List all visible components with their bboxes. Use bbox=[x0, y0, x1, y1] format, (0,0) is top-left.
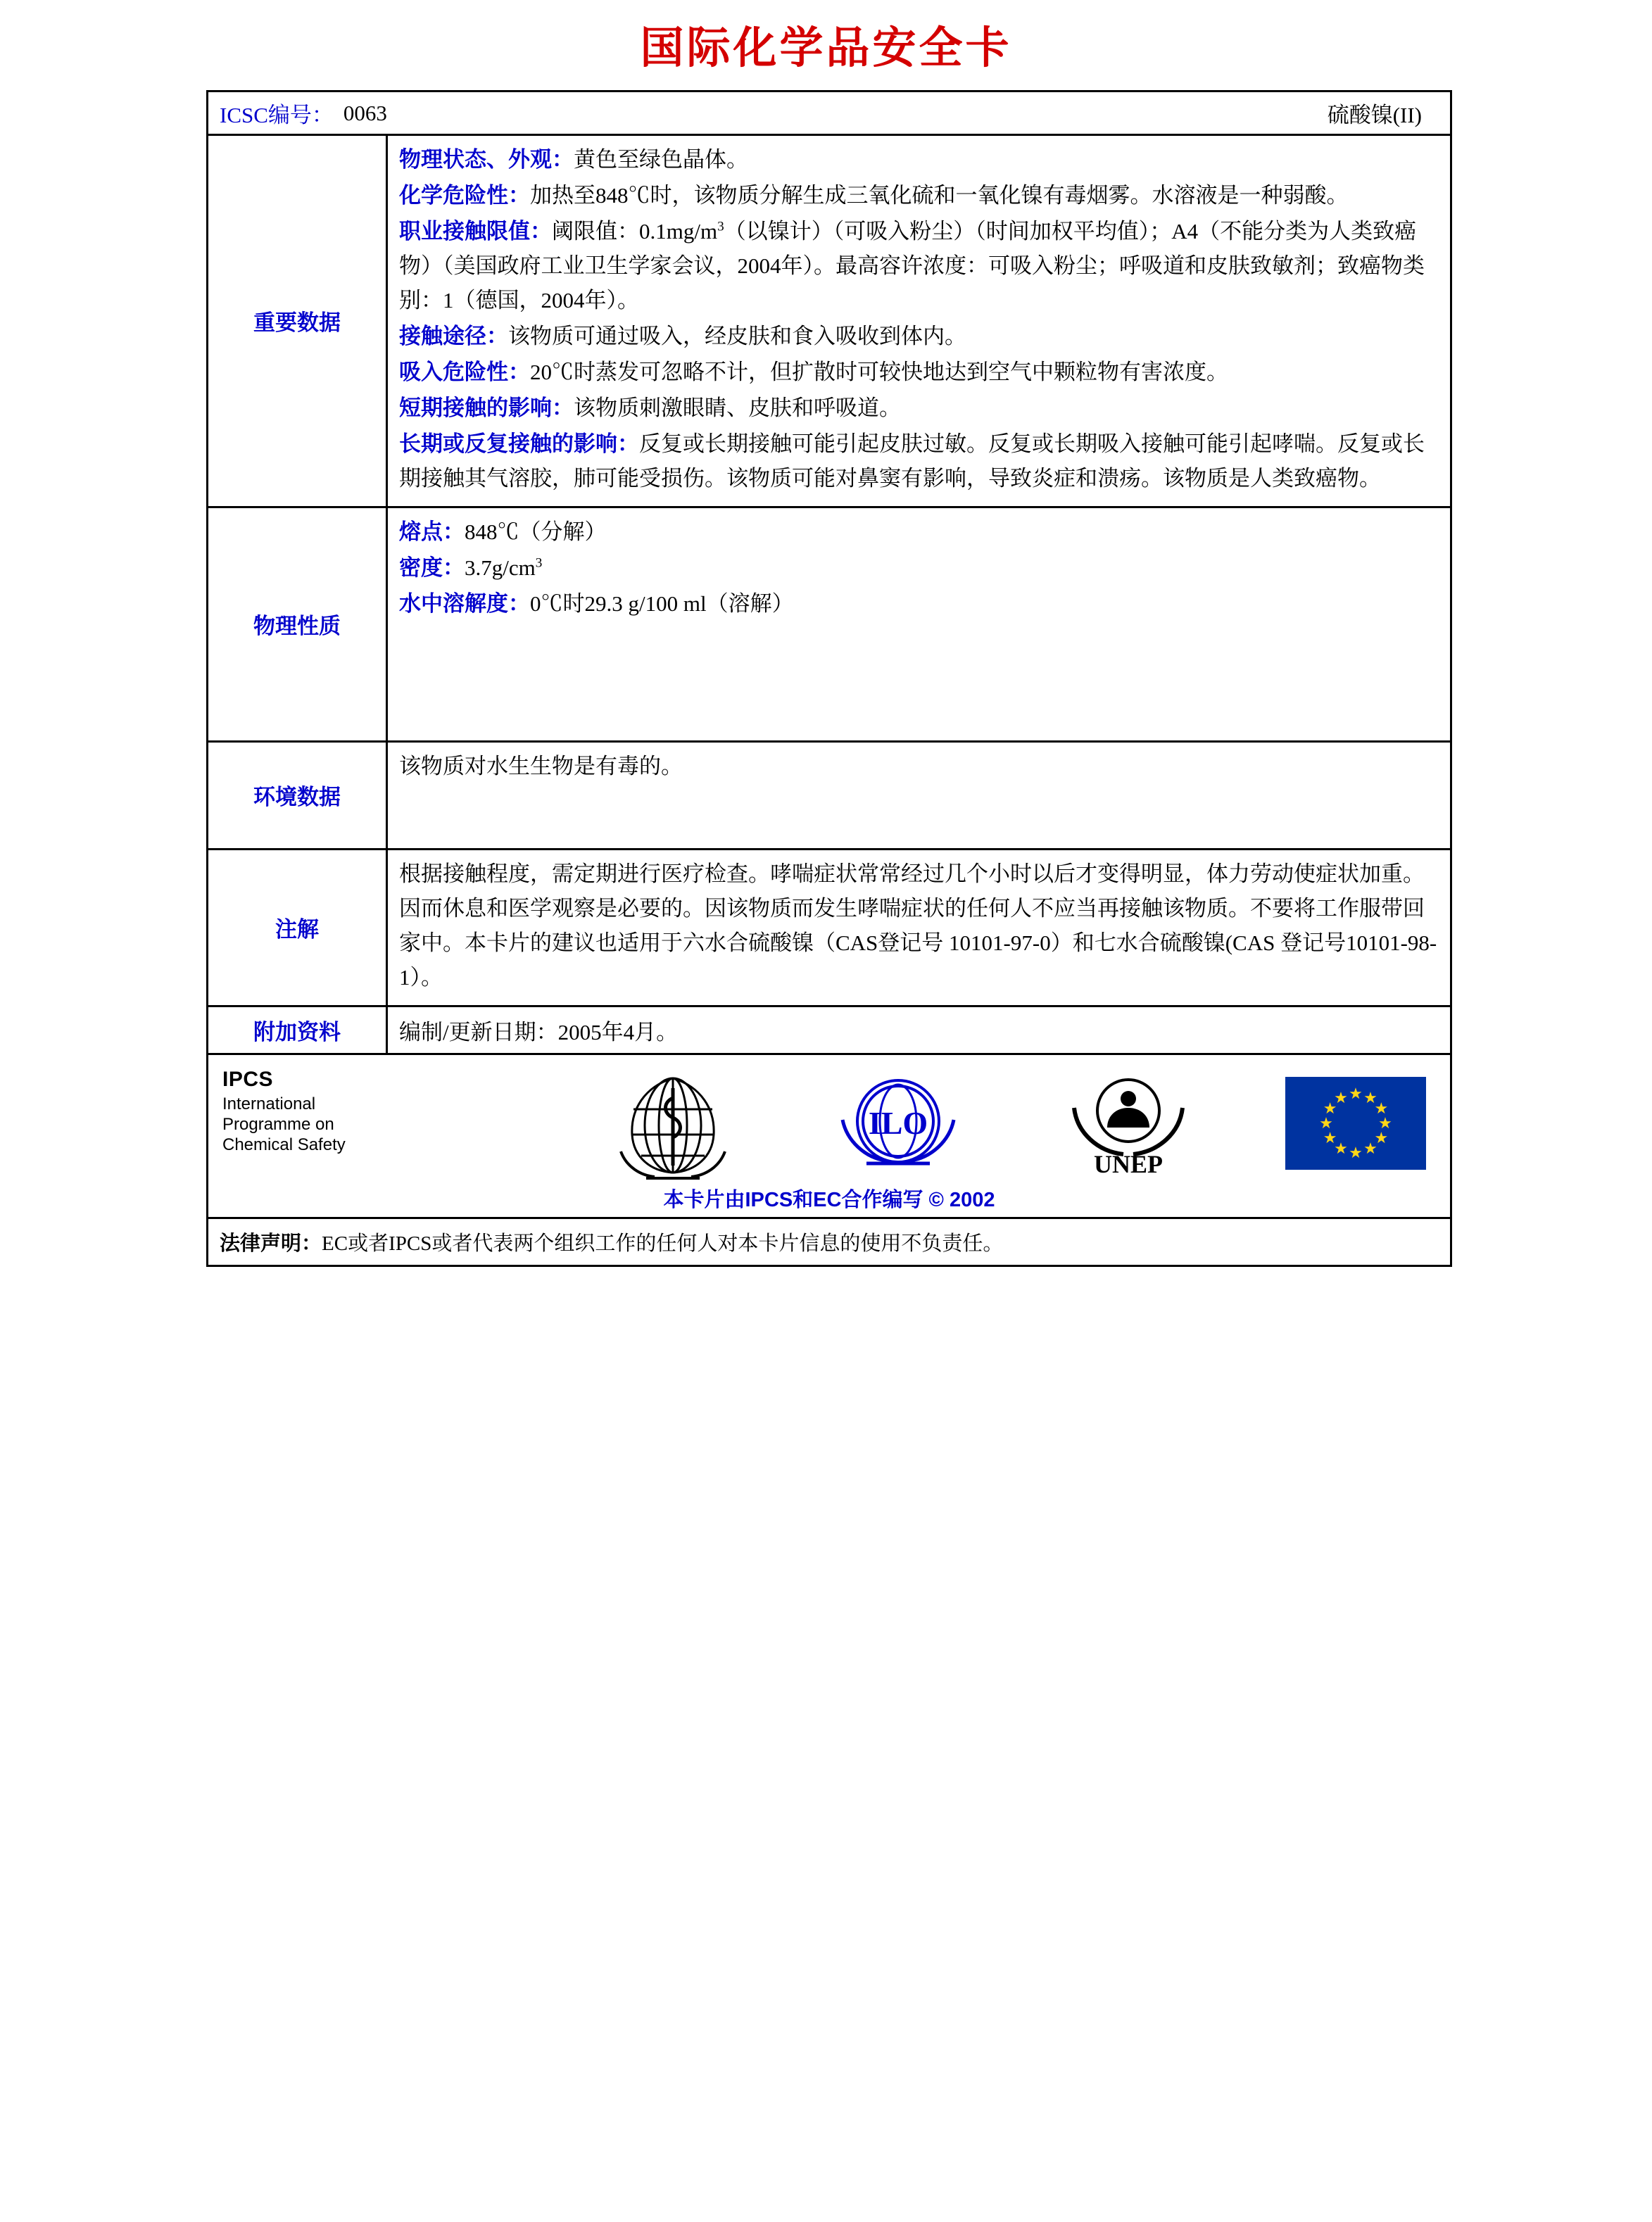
eu-flag bbox=[1285, 1077, 1426, 1170]
section-additional-info bbox=[208, 1007, 1450, 1055]
ilo-logo-caption: ILO bbox=[868, 1105, 928, 1142]
environmental-data-text: 该物质对水生生物是有毒的。 bbox=[399, 753, 683, 778]
entry-key: 水中溶解度： bbox=[399, 591, 530, 616]
section-label-notes: 注解 bbox=[208, 850, 388, 1005]
who-logo bbox=[603, 1067, 743, 1180]
entry-key: 化学危险性： bbox=[399, 182, 530, 208]
entry-inhalation-risk bbox=[399, 355, 1440, 390]
entry-value: 黄色至绿色晶体。 bbox=[574, 147, 748, 172]
section-content-notes bbox=[388, 850, 1450, 1005]
entry-routes-of-exposure bbox=[399, 320, 1440, 354]
section-label-additional-info: 附加资料 bbox=[208, 1007, 388, 1053]
entry-value: 该物质刺激眼睛、皮肤和呼吸道。 bbox=[574, 395, 901, 420]
entry-value: 该物质可通过吸入，经皮肤和食入吸收到体内。 bbox=[508, 323, 966, 348]
eu-star: ★ bbox=[1374, 1099, 1389, 1118]
section-content-environmental-data bbox=[388, 743, 1450, 848]
ipcs-full-name-line1: International bbox=[222, 1094, 316, 1113]
icsc-number-value: 0063 bbox=[343, 100, 387, 125]
section-important-data bbox=[208, 136, 1450, 508]
substance-name: 硫酸镍(II) bbox=[1327, 103, 1422, 127]
entry-short-term-effects bbox=[399, 391, 1440, 426]
section-environmental-data bbox=[208, 743, 1450, 850]
entry-density bbox=[399, 551, 1440, 586]
unep-logo-caption: UNEP bbox=[1094, 1150, 1163, 1179]
card-credit bbox=[208, 1184, 1450, 1213]
ipcs-block bbox=[222, 1068, 398, 1156]
eu-star: ★ bbox=[1378, 1114, 1392, 1132]
entry-key: 接触途径： bbox=[399, 323, 508, 348]
card-header bbox=[208, 92, 1450, 136]
entry-occupational-exposure-limits bbox=[399, 215, 1440, 318]
unep-logo bbox=[1053, 1067, 1204, 1180]
legal-notice-label: 法律声明： bbox=[220, 1232, 322, 1255]
eu-star: ★ bbox=[1363, 1088, 1377, 1106]
eu-star: ★ bbox=[1323, 1129, 1337, 1147]
eu-star: ★ bbox=[1323, 1099, 1337, 1118]
eu-star: ★ bbox=[1349, 1085, 1363, 1103]
icsc-card bbox=[206, 90, 1452, 1267]
entry-key: 长期或反复接触的影响： bbox=[399, 431, 639, 456]
eu-star: ★ bbox=[1374, 1129, 1389, 1147]
section-content-additional-info: 编制/更新日期：2005年4月。 bbox=[399, 1019, 679, 1044]
entry-long-term-effects bbox=[399, 427, 1440, 496]
section-label-important-data: 重要数据 bbox=[208, 136, 388, 506]
section-content-physical-properties bbox=[388, 508, 1450, 740]
eu-star: ★ bbox=[1334, 1140, 1348, 1158]
eu-star: ★ bbox=[1334, 1088, 1348, 1106]
entry-key: 职业接触限值： bbox=[399, 218, 552, 244]
entry-value: 0℃时29.3 g/100 ml（溶解） bbox=[530, 591, 794, 616]
ipcs-full-name-line2: Programme on bbox=[222, 1114, 334, 1134]
eu-star: ★ bbox=[1319, 1114, 1333, 1132]
section-physical-properties bbox=[208, 508, 1450, 743]
footer-logos-row bbox=[208, 1055, 1450, 1219]
section-label-physical-properties: 物理性质 bbox=[208, 508, 388, 740]
page-title: 国际化学品安全卡 bbox=[640, 25, 1012, 72]
entry-value: 加热至848℃时，该物质分解生成三氧化硫和一氧化镍有毒烟雾。水溶液是一种弱酸。 bbox=[530, 182, 1349, 208]
legal-notice-row bbox=[208, 1219, 1450, 1265]
credit-text: 本卡片由IPCS和EC合作编写 bbox=[663, 1188, 923, 1211]
entry-value: 反复或长期接触可能引起皮肤过敏。反复或长期吸入接触可能引起哮喘。反复或长期接触其气溶胶，肺可能受损伤。该物质可能对鼻窦有影响，导致炎症和溃疡。该物质是人类致癌物。 bbox=[399, 431, 1425, 491]
legal-notice-text: EC或者IPCS或者代表两个组织工作的任何人对本卡片信息的使用不负责任。 bbox=[322, 1232, 1004, 1255]
logo-strip bbox=[603, 1062, 1426, 1185]
entry-key: 熔点： bbox=[399, 519, 465, 544]
entry-key: 短期接触的影响： bbox=[399, 395, 574, 420]
entry-value: $3.7g/cm^3$ bbox=[465, 555, 543, 580]
ipcs-abbreviation: IPCS bbox=[222, 1067, 274, 1091]
icsc-number-label: ICSC编号： bbox=[220, 103, 334, 127]
entry-key: 密度： bbox=[399, 555, 465, 580]
entry-key: 吸入危险性： bbox=[399, 359, 530, 384]
entry-value: 20℃时蒸发可忽略不计，但扩散时可较快地达到空气中颗粒物有害浓度。 bbox=[530, 359, 1228, 384]
entry-chemical-dangers bbox=[399, 179, 1440, 213]
ipcs-full-name-line3: Chemical Safety bbox=[222, 1135, 346, 1155]
eu-star: ★ bbox=[1363, 1140, 1377, 1158]
section-notes bbox=[208, 850, 1450, 1007]
entry-melting-point bbox=[399, 515, 1440, 550]
eu-star: ★ bbox=[1349, 1144, 1363, 1162]
entry-value: 848℃（分解） bbox=[465, 519, 607, 544]
entry-value: 阈限值：$0.1mg/m^3$（以镍计）（可吸入粉尘）（时间加权平均值）；A4（不能分类为人类致癌物）（美国政府工业卫生学家会议，2004年）。最高容许浓度：可吸入粉尘；呼吸道和皮肤致敏剂；致癌物类别：1（德国，2004年）。 bbox=[399, 218, 1425, 313]
ilo-logo bbox=[824, 1071, 972, 1176]
entry-water-solubility bbox=[399, 587, 1440, 621]
notes-text: 根据接触程度，需定期进行医疗检查。哮喘症状常常经过几个小时以后才变得明显，体力劳动使症状加重。因而休息和医学观察是必要的。因该物质而发生哮喘症状的任何人不应当再接触该物质。不要将工作服带回家中。本卡片的建议也适用于六水合硫酸镍（CAS登记号 10101-97-0）和七水合硫酸镍(CAS 登记号10101-98-1）。 bbox=[399, 861, 1437, 990]
entry-key: 物理状态、外观： bbox=[399, 147, 574, 172]
entry-physical-state bbox=[399, 143, 1440, 177]
section-label-environmental-data: 环境数据 bbox=[208, 743, 388, 848]
credit-year: © 2002 bbox=[928, 1188, 995, 1211]
section-content-important-data bbox=[388, 136, 1450, 506]
